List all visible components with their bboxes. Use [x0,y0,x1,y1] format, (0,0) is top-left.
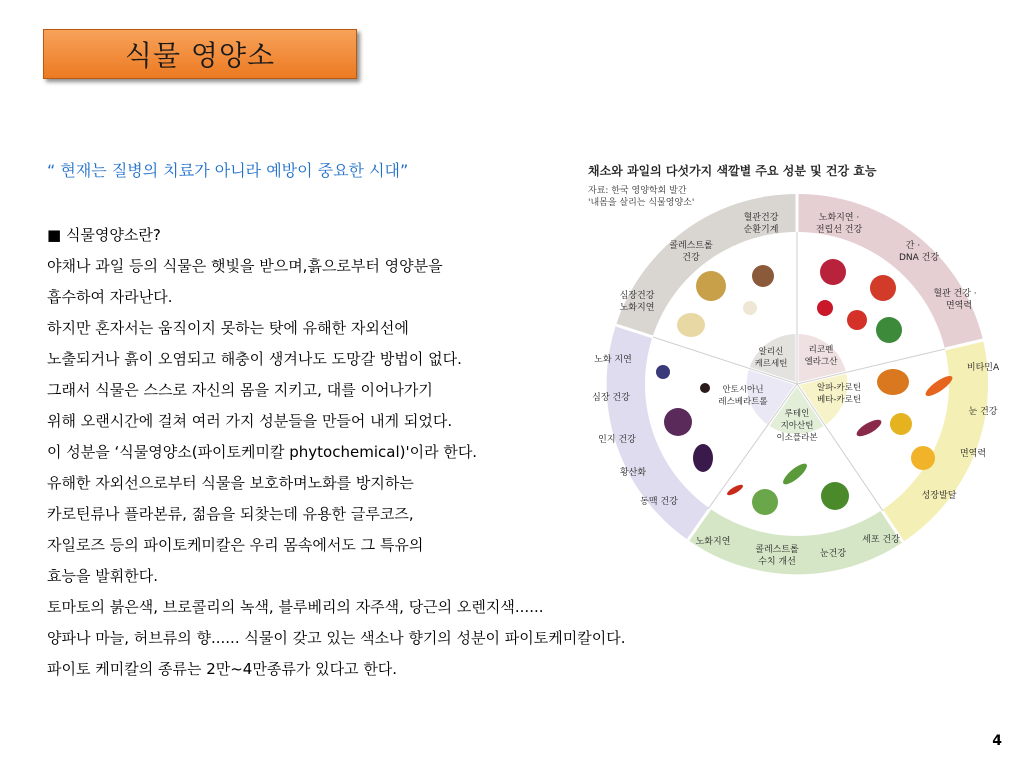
pumpkin-icon [877,369,909,395]
broccoli-icon [821,482,849,510]
strawberry-icon [817,300,833,316]
inner-green-2: 지아산틴 [780,421,814,431]
label-red-2: 전립선 건강 [815,225,863,235]
label-purple-1: 노화 지연 [594,355,632,365]
garlic-icon [743,301,757,315]
inner-red-2: 엘라그산 [804,357,838,367]
label-white-1: 혈관건강 [743,213,779,223]
page-number: 4 [992,733,1002,749]
label-purple-5: 동맥 건강 [640,497,678,507]
inner-purple-1: 안토시아닌 [722,385,764,395]
inner-green-1: 루테인 [784,409,810,419]
label-red-5: 혈관 건강 · [933,289,977,299]
label-yellow-2: 눈 건강 [968,407,998,417]
orange-icon [890,413,912,435]
watermelon-icon [876,317,902,343]
body-line: 야채나 과일 등의 식물은 햇빛을 받으며,흙으로부터 영양분을 [47,257,443,275]
body-line: 그래서 식물은 스스로 자신의 몸을 지키고, 대를 이어나가기 [47,381,433,399]
inner-green-3: 이소플라본 [776,433,818,443]
body-line: 흡수하여 자라난다. [47,288,173,306]
body-line: ■ 식물영양소란? [47,226,161,244]
mushroom-icon [752,265,774,287]
onion-icon [677,313,705,337]
cabbage-icon [752,489,778,515]
label-purple-2: 심장 건강 [592,393,630,403]
label-white-4: 건강 [682,253,700,263]
body-line: 카로틴류나 플라본류, 젊음을 되찾는데 유용한 글루코즈, [47,505,414,523]
pear-icon [696,271,726,301]
body-line: 이 성분을 ‘식물영양소(파이토케미칼 phytochemical)'이라 한다. [47,443,478,461]
label-green-4: 눈건강 [819,549,847,559]
infographic-wheel [583,160,1013,567]
source-line: '내몸을 살리는 식물영양소' [588,198,695,208]
source-line: 자료: 한국 영양학회 발간 [588,186,687,196]
label-green-3: 수치 개선 [758,557,796,567]
tomato-icon [870,275,896,301]
body-line: 위해 오랜시간에 걸쳐 여러 가지 성분들을 만들어 내게 되었다. [47,412,453,430]
body-line: 토마토의 붉은색, 브로콜리의 녹색, 블루베리의 자주색, 당근의 오렌지색...... [47,598,544,616]
inner-white-1: 알리신 [758,347,784,357]
inner-yellow-2: 베타-카로틴 [816,395,862,405]
body-line: 자일로즈 등의 파이토케미칼은 우리 몸속에서도 그 특유의 [47,536,424,554]
label-yellow-1: 비타민A [966,363,1000,373]
label-red-1: 노화지연 · [818,213,860,223]
label-white-5: 심장건강 [619,291,655,301]
quote-text: “ 현재는 질병의 치료가 아니라 예방이 중요한 시대” [47,161,409,180]
label-white-6: 노화지연 [619,303,655,313]
peach-icon [911,446,935,470]
apple-icon [847,310,867,330]
bean-icon [700,383,710,393]
label-red-4: DNA 건강 [898,253,940,263]
slide-title: 식물 영양소 [124,39,276,72]
blueberry-icon [656,365,670,379]
body-line: 파이토 케미칼의 종류는 2만~4만종류가 있다고 한다. [47,660,398,678]
body-line: 하지만 혼자서는 움직이지 못하는 탓에 유해한 자외선에 [47,319,409,337]
inner-purple-2: 레스베라트롤 [718,397,768,407]
slide-title-box [43,29,357,79]
label-green-2: 콜레스트롤 [755,545,799,555]
label-white-3: 콜레스트롤 [669,241,713,251]
grape-icon [664,408,692,436]
label-purple-3: 인지 건강 [598,435,636,445]
label-red-3: 간 · [905,241,921,251]
body-line: 노출되거나 흙이 오염되고 해충이 생겨나도 도망갈 방법이 없다. [47,350,462,368]
inner-white-2: 케르세틴 [754,359,788,369]
body-line: 유해한 자외선으로부터 식물을 보호하며노화를 방지하는 [47,474,414,492]
label-green-5: 세포 건강 [862,535,900,545]
label-red-6: 면역력 [945,301,973,311]
label-purple-4: 황산화 [619,468,647,478]
label-green-1: 노화지연 [695,537,731,547]
body-line: 양파나 마늘, 허브류의 향...... 식물이 갖고 있는 색소나 향기의 성분이 파이토케미칼이다. [47,629,626,647]
infographic-title: 채소와 과일의 다섯가지 색깔별 주요 성분 및 건강 효능 [588,164,877,178]
body-line: 효능을 발휘한다. [47,567,158,585]
inner-yellow-1: 알파-카로틴 [816,383,862,393]
pomegranate-icon [820,259,846,285]
label-yellow-4: 성장발달 [921,491,957,501]
color-nutrient-infographic [583,160,1013,567]
eggplant-icon [693,444,713,472]
label-white-2: 순환기계 [743,225,779,235]
label-yellow-3: 면역력 [959,449,987,459]
inner-red-1: 리코펜 [808,345,834,355]
